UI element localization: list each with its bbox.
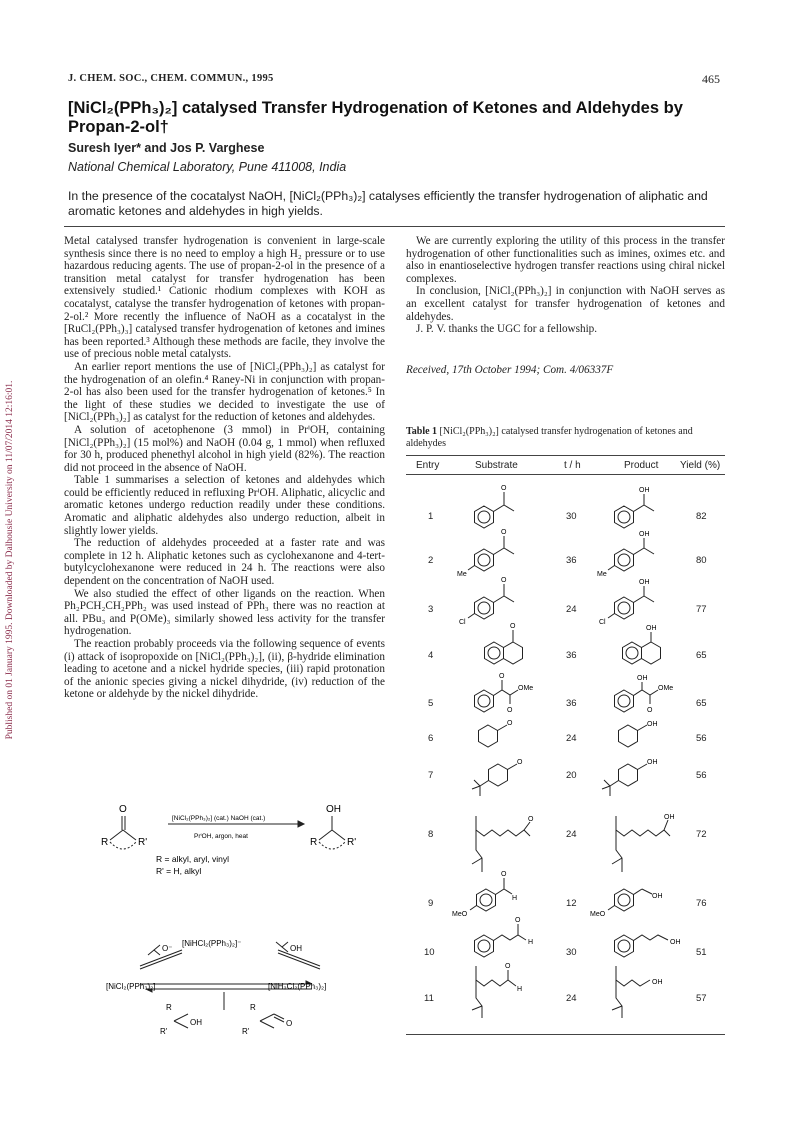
structure-drawings bbox=[406, 480, 726, 1035]
reaction-time: 24 bbox=[566, 604, 577, 615]
atom-oh: OH bbox=[647, 721, 658, 728]
atom-oh: OH bbox=[664, 814, 675, 821]
atom-h: H bbox=[528, 939, 534, 946]
entry-number: 5 bbox=[428, 698, 434, 709]
atom-o: O bbox=[647, 707, 653, 714]
paragraph: J. P. V. thanks the UGC for a fellowship. bbox=[416, 323, 598, 336]
atom-o: O bbox=[515, 917, 521, 924]
atom-o: O bbox=[507, 720, 513, 727]
oxygen-label: O bbox=[119, 804, 127, 815]
reaction-time: 20 bbox=[566, 770, 577, 781]
abstract-rule bbox=[64, 226, 725, 227]
oh-label: OH bbox=[190, 1018, 202, 1027]
atom-oh: OH bbox=[639, 579, 650, 586]
table-top-rule bbox=[406, 455, 725, 456]
column-header-substrate: Substrate bbox=[475, 460, 518, 471]
reaction-scheme-1 bbox=[64, 798, 394, 878]
column-header-entry: Entry bbox=[416, 460, 440, 471]
atom-meo: MeO bbox=[452, 911, 468, 918]
entry-number: 3 bbox=[428, 604, 434, 615]
yield-value: 65 bbox=[696, 698, 707, 709]
yield-value: 76 bbox=[696, 898, 707, 909]
yield-value: 65 bbox=[696, 650, 707, 661]
column-header-product: Product bbox=[624, 460, 659, 471]
entry-number: 9 bbox=[428, 898, 434, 909]
entry-number: 6 bbox=[428, 733, 434, 744]
article-title: [NiCl₂(PPh₃)₂] catalysed Transfer Hydrogenation of Ketones and Aldehydes by Propan-2-ol† bbox=[68, 99, 683, 136]
table-label: Table 1 bbox=[406, 426, 438, 437]
atom-h: H bbox=[512, 895, 518, 902]
atom-oh: OH bbox=[670, 939, 681, 946]
atom-o: O bbox=[501, 529, 507, 536]
reaction-time: 30 bbox=[566, 511, 577, 522]
atom-oh: OH bbox=[652, 979, 663, 986]
yield-value: 51 bbox=[696, 947, 707, 958]
atom-o: O bbox=[528, 816, 534, 823]
header-rule bbox=[406, 474, 725, 475]
r-label: R bbox=[166, 1003, 172, 1012]
authors: Suresh Iyer* and Jos P. Varghese bbox=[68, 141, 265, 155]
entry-number: 7 bbox=[428, 770, 434, 781]
yield-value: 82 bbox=[696, 511, 707, 522]
paragraph: We also studied the effect of other ligands on the reaction. When Ph₂PCH₂CH₂PPh₂ was used instead of PPh₃ there was no reaction at all. PBu₃ and P(OMe)₃ similarly showed less activity for the transfer hydrogenation. bbox=[64, 587, 385, 638]
page-number: 465 bbox=[702, 72, 720, 86]
atom-h: H bbox=[517, 986, 523, 993]
reaction-time: 36 bbox=[566, 555, 577, 566]
left-complex: [NiCl₂(PPh₃)₂] bbox=[106, 982, 156, 991]
r-label: R bbox=[250, 1003, 256, 1012]
table-caption bbox=[406, 426, 725, 450]
o-label: O bbox=[286, 1019, 293, 1028]
affiliation: National Chemical Laboratory, Pune 411008, India bbox=[68, 160, 347, 174]
top-complex: [NiHCl₂(PPh₃)₂]⁻ bbox=[182, 939, 242, 948]
atom-oh: OH bbox=[639, 487, 650, 494]
received-line: Received, 17th October 1994; Com. 4/06337F bbox=[406, 364, 614, 376]
entry-number: 1 bbox=[428, 511, 434, 522]
yield-value: 77 bbox=[696, 604, 707, 615]
atom-me: Me bbox=[457, 571, 467, 578]
column-header-yield: Yield (%) bbox=[680, 460, 721, 471]
o-minus-label: O⁻ bbox=[162, 944, 173, 953]
entry-number: 10 bbox=[424, 947, 435, 958]
atom-o: O bbox=[510, 623, 516, 630]
right-complex: [NiH₂Cl₂(PPh₃)₂] bbox=[268, 982, 327, 991]
entry-number: 11 bbox=[424, 993, 434, 1004]
atom-meo: MeO bbox=[590, 911, 606, 918]
reaction-time: 12 bbox=[566, 898, 577, 909]
yield-value: 57 bbox=[696, 993, 707, 1004]
r-prime-definition: R' = H, alkyl bbox=[156, 866, 202, 876]
paragraph: Metal catalysed transfer hydrogenation is convenient in large-scale synthesis since there is no need to employ a high H₂ pressure or to use hazardous reducing agents. The use of propan-2-ol in the presence of a transition metal catalyst for transfer hydrogenation has been extensively studied.¹ Cationic rhodium complexes with KOH as cocatalyst, catalyse the transfer hydrogenation of ketones with propan-2-ol.² More recently the influence of NaOH as a cocatalyst in the [RuCl₂(PPh₃)₃] catalysed transfer hydrogenation of ketones and imines has been reported.³ Although these methods are facile, they involve the use of precious noble metal catalysts. bbox=[64, 235, 385, 361]
paragraph: The reaction probably proceeds via the following sequence of events (i) attack of isopropoxide on [NiCl₂(PPh₃)₂], (ii), β-hydride elimination leading to acetone and a nickel hydride species, (iii) rapid protonation of the anionic species giving a nickel dihydride, (iv) reduction of the ketone or aldehyde by the nickel dihydride. bbox=[64, 638, 385, 701]
r-definition: R = alkyl, aryl, vinyl bbox=[156, 854, 229, 864]
r-prime-label: R' bbox=[242, 1027, 250, 1036]
paragraph: An earlier report mentions the use of [NiCl₂(PPh₃)₂] as catalyst for the hydrogenation of an olefin.⁴ Raney-Ni in conjunction with propan-2-ol has also been used for the transfer hydrogenation of ketones.⁵ In the light of these studies we decided to investigate the use of [NiCl₂(PPh₃)₂] as catalyst for the reduction of ketones and aldehydes. bbox=[64, 360, 385, 424]
table-caption-text: [NiCl₂(PPh₃)₂] catalysed transfer hydrogenation of ketones and aldehydes bbox=[406, 426, 693, 449]
oh-label: OH bbox=[290, 944, 302, 953]
r-label: R bbox=[310, 837, 318, 848]
hydroxyl-label: OH bbox=[326, 804, 341, 815]
download-watermark: Published on 01 January 1995. Downloaded by Dalhousie University on 11/07/2014 12:16:01. bbox=[5, 380, 15, 740]
yield-value: 56 bbox=[696, 770, 707, 781]
entry-number: 8 bbox=[428, 829, 434, 840]
atom-o: O bbox=[501, 577, 507, 584]
paragraph: A solution of acetophenone (3 mmol) in PrⁱOH, containing [NiCl₂(PPh₃)₂] (15 mol%) and NaOH (0.04 g, 1 mmol) when refluxed for 30 h, produced phenethyl alcohol in high yield (82%). The reaction did not proceed in the absence of NaOH. bbox=[64, 423, 385, 474]
atom-cl: Cl bbox=[599, 619, 606, 626]
atom-cl: Cl bbox=[459, 619, 466, 626]
atom-o: O bbox=[505, 963, 511, 970]
atom-o: O bbox=[501, 485, 507, 492]
atom-ome: OMe bbox=[658, 685, 674, 692]
entry-number: 2 bbox=[428, 555, 434, 566]
paragraph: The reduction of aldehydes proceeded at a faster rate and was complete in 12 h. Aliphatic ketones such as cyclohexanone and 4-tert-butylcyclohexanone were reduced in 24 h. The reactions were also dependent on the concentration of NaOH used. bbox=[64, 537, 385, 588]
abstract: In the presence of the cocatalyst NaOH, [NiCl₂(PPh₃)₂] catalyses efficiently the transfer hydrogenation of aliphatic and aromatic ketones and aldehydes in high yields. bbox=[68, 189, 708, 218]
yield-value: 80 bbox=[696, 555, 707, 566]
reagents-top: [NiCl₂(PPh₃)₂] (cat.) NaOH (cat.) bbox=[172, 815, 266, 822]
atom-me: Me bbox=[597, 571, 607, 578]
paragraph: Table 1 summarises a selection of ketones and aldehydes which could be efficiently reduced in refluxing PrⁱOH. Aliphatic, alicyclic and aromatic ketones undergo reduction readily under these conditions. Aromatic and aliphatic aldehydes also undergo reduction, albeit in slightly lower yields. bbox=[64, 474, 385, 537]
atom-oh: OH bbox=[639, 531, 650, 538]
yield-value: 56 bbox=[696, 733, 707, 744]
atom-oh: OH bbox=[652, 893, 663, 900]
atom-o: O bbox=[499, 673, 505, 680]
atom-o: O bbox=[501, 871, 507, 878]
journal-header: J. CHEM. SOC., CHEM. COMMUN., 1995 bbox=[68, 73, 274, 84]
reaction-time: 30 bbox=[566, 947, 577, 958]
r-prime-label: R' bbox=[347, 837, 357, 848]
atom-oh: OH bbox=[646, 625, 657, 632]
atom-o: O bbox=[517, 759, 523, 766]
r-prime-label: R' bbox=[138, 837, 148, 848]
reaction-time: 24 bbox=[566, 993, 577, 1004]
entry-number: 4 bbox=[428, 650, 434, 661]
r-prime-label: R' bbox=[160, 1027, 168, 1036]
reaction-time: 36 bbox=[566, 650, 577, 661]
paragraph: In conclusion, [NiCl₂(PPh₃)₂] in conjunction with NaOH serves as an excellent catalyst for transfer hydrogenation of ketones and aldehydes. bbox=[406, 285, 725, 323]
left-column bbox=[64, 235, 385, 701]
yield-value: 72 bbox=[696, 829, 707, 840]
atom-o: O bbox=[507, 707, 513, 714]
reaction-time: 36 bbox=[566, 698, 577, 709]
mechanism-cycle bbox=[90, 930, 390, 1045]
atom-oh: OH bbox=[637, 675, 648, 682]
reaction-time: 24 bbox=[566, 829, 577, 840]
reaction-time: 24 bbox=[566, 733, 577, 744]
r-label: R bbox=[101, 837, 109, 848]
right-column bbox=[406, 235, 725, 336]
atom-oh: OH bbox=[647, 759, 658, 766]
paragraph: We are currently exploring the utility of this process in the transfer hydrogenation of other functionalities such as imines, oximes etc. and also in enantioselective hydrogen transfer reactions using chiral nickel complexes. bbox=[406, 235, 725, 285]
reagents-bottom: PrⁱOH, argon, heat bbox=[194, 833, 248, 840]
column-header-time: t / h bbox=[564, 460, 581, 471]
atom-ome: OMe bbox=[518, 685, 534, 692]
